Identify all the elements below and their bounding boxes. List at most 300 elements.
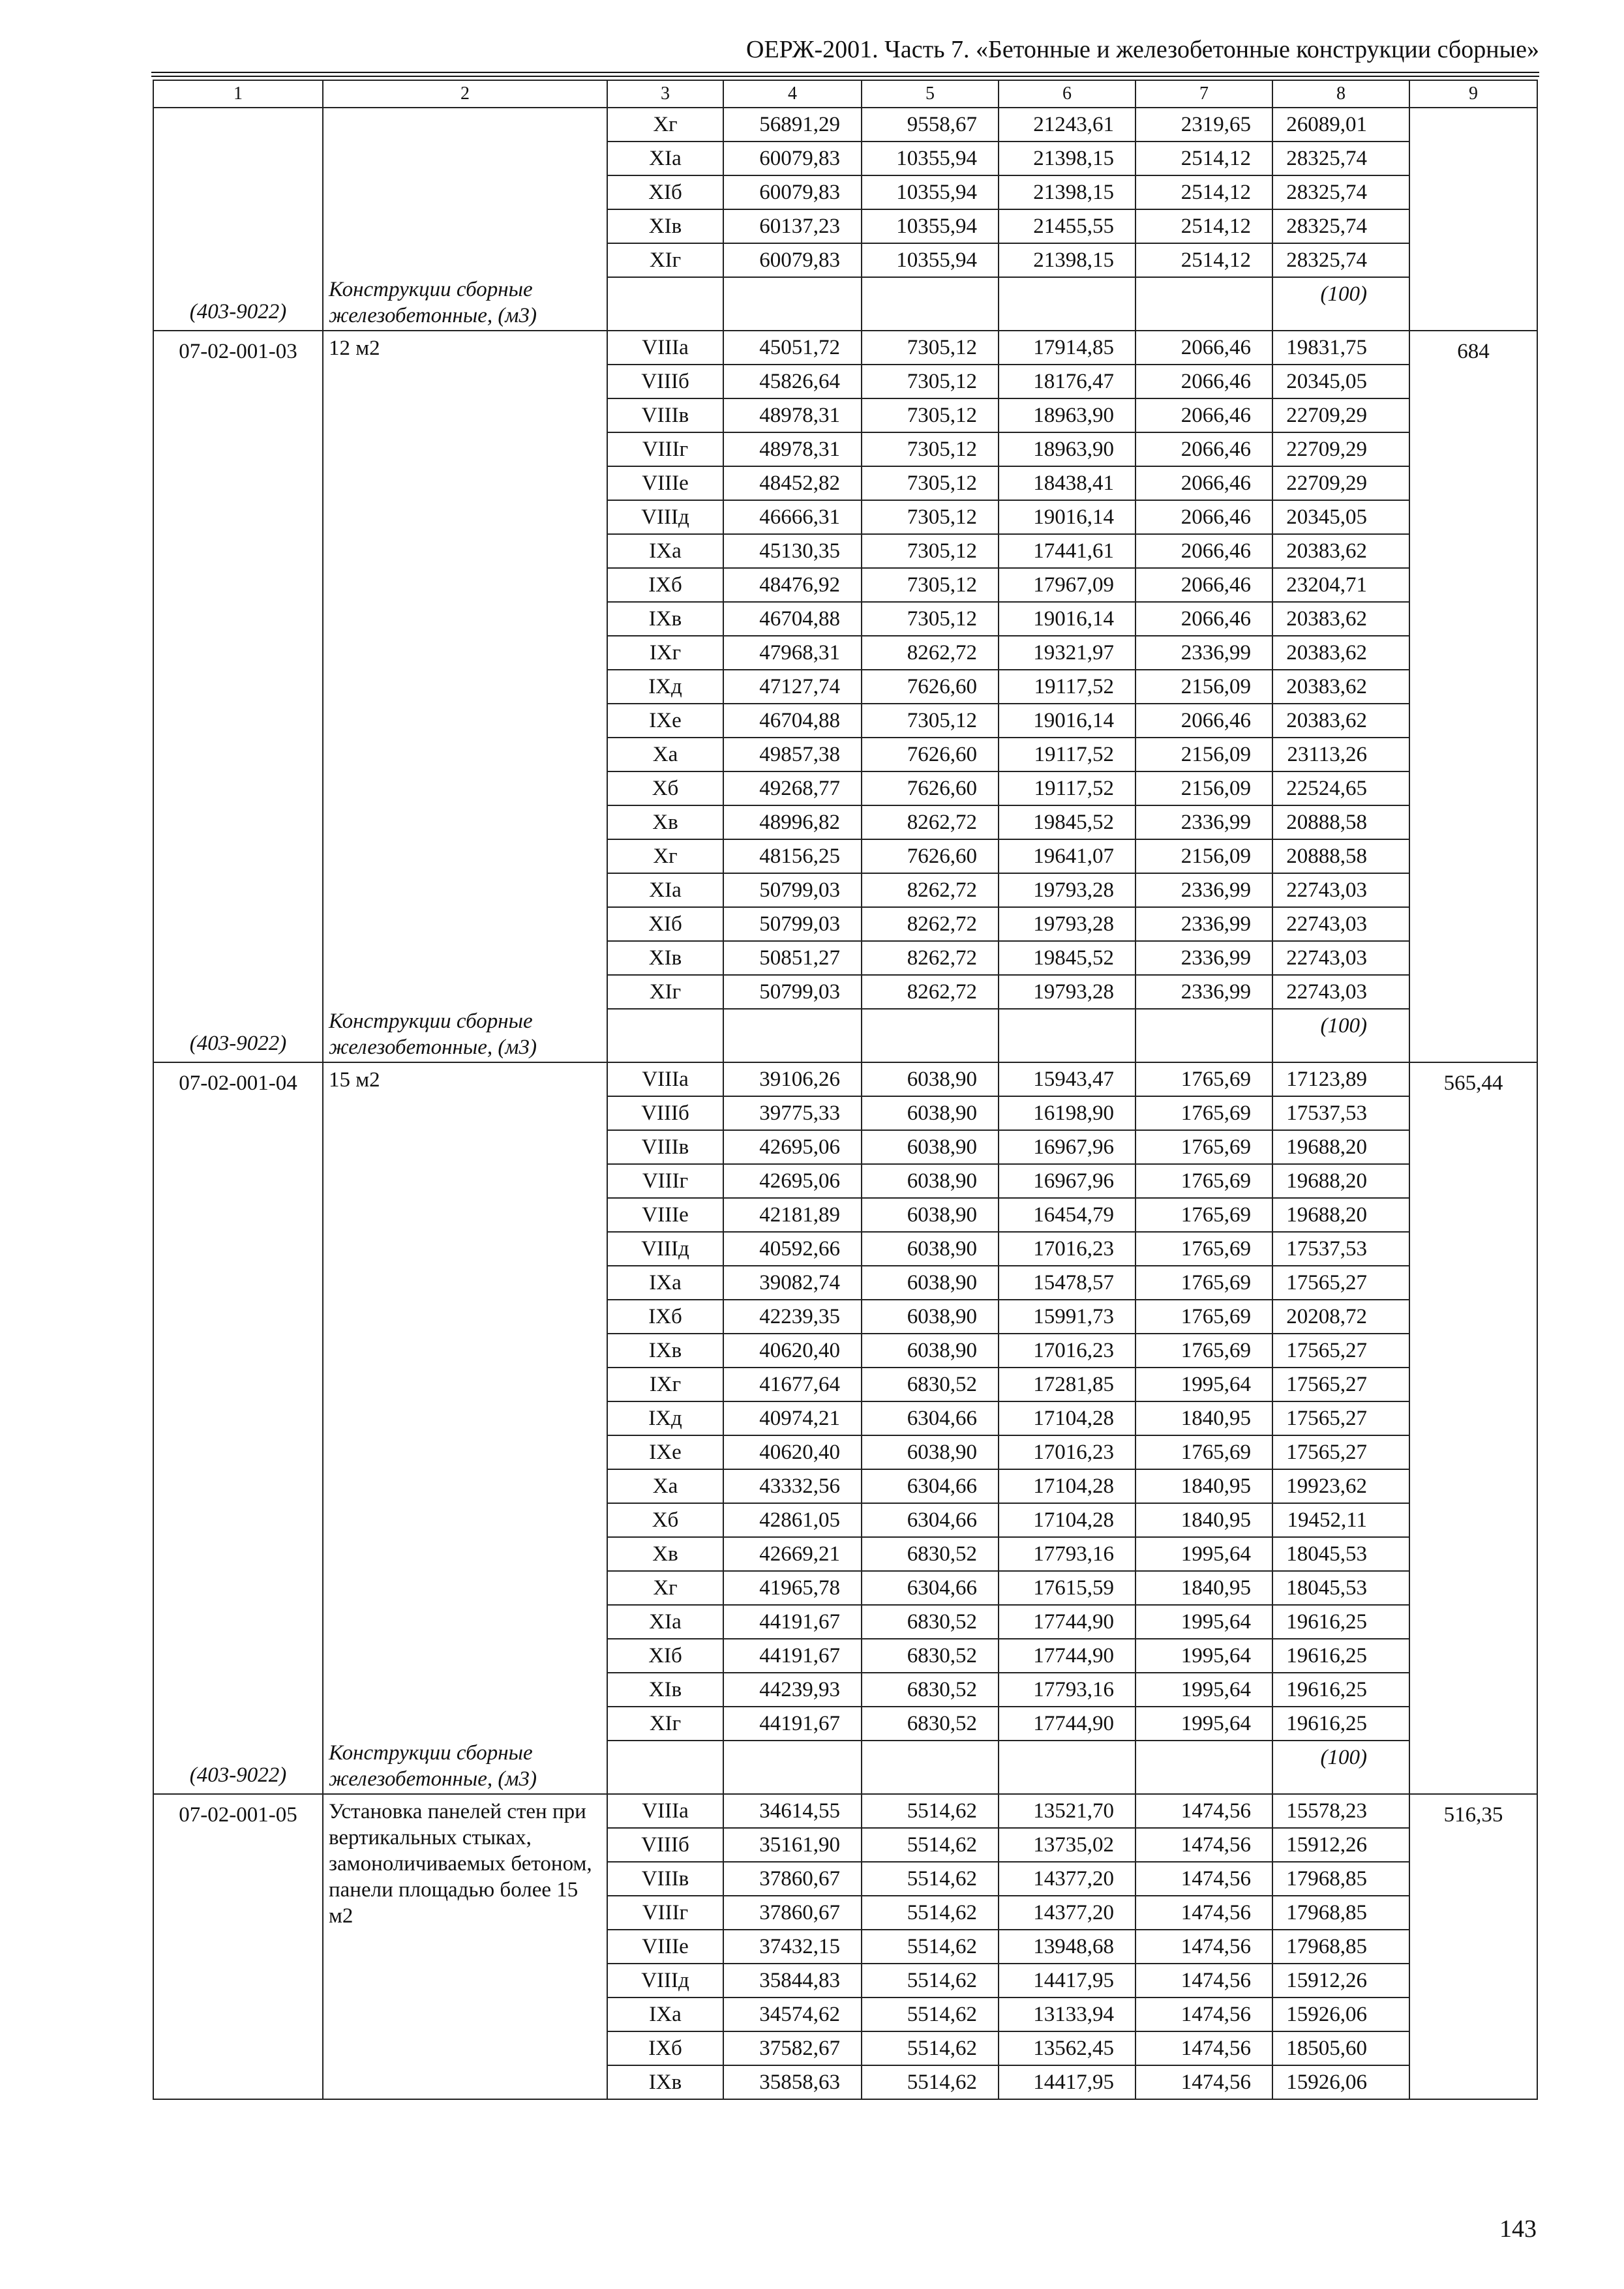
direct-cost-cell: 44191,67 [723,1605,862,1639]
rates-table [153,80,1538,2100]
direct-cost-cell: 44191,67 [723,1707,862,1741]
materials-cost-cell: 15912,26 [1272,1964,1409,1997]
materials-cost-cell: 20383,62 [1272,670,1409,704]
materials-cost-cell: 22743,03 [1272,941,1409,975]
operator-wage-cell: 2336,99 [1135,941,1272,975]
operator-wage-cell: 2066,46 [1135,365,1272,398]
index-value-cell: 565,44 [1409,1062,1537,1794]
zone-cell: XIв [607,941,723,975]
machine-cost-cell: 17104,28 [999,1503,1135,1537]
direct-cost-cell: 41965,78 [723,1571,862,1605]
labor-cost-cell: 6830,52 [862,1537,999,1571]
table-body [153,80,1537,2099]
machine-cost-cell: 17793,16 [999,1673,1135,1707]
materials-cost-cell: 19688,20 [1272,1130,1409,1164]
zone-cell: VIIIб [607,1828,723,1862]
materials-cost-cell: 19831,75 [1272,331,1409,365]
direct-cost-cell: 40620,40 [723,1435,862,1469]
machine-cost-cell: 21455,55 [999,209,1135,243]
column-number-5: 5 [862,80,999,108]
operator-wage-cell: 1765,69 [1135,1232,1272,1266]
direct-cost-cell: 40974,21 [723,1401,862,1435]
machine-cost-cell: 13948,68 [999,1930,1135,1964]
labor-cost-cell: 6304,66 [862,1571,999,1605]
labor-cost-cell: 5514,62 [862,1794,999,1828]
column-number-7: 7 [1135,80,1272,108]
labor-cost-cell: 6830,52 [862,1368,999,1401]
machine-cost-cell: 19016,14 [999,500,1135,534]
machine-cost-cell: 19845,52 [999,805,1135,839]
materials-cost-cell: 15912,26 [1272,1828,1409,1862]
operator-wage-cell: 1995,64 [1135,1605,1272,1639]
operator-wage-cell: 1474,56 [1135,2065,1272,2099]
materials-cost-cell: 15926,06 [1272,2065,1409,2099]
machine-cost-cell: 19016,14 [999,704,1135,738]
materials-cost-cell: 20208,72 [1272,1300,1409,1334]
machine-cost-cell: 17967,09 [999,568,1135,602]
materials-cost-cell: 19616,25 [1272,1639,1409,1673]
operator-wage-cell: 1765,69 [1135,1198,1272,1232]
materials-cost-cell: 20888,58 [1272,839,1409,873]
materials-cost-cell: 26089,01 [1272,108,1409,142]
operator-wage-cell: 1840,95 [1135,1469,1272,1503]
operator-wage-cell: 1995,64 [1135,1368,1272,1401]
zone-cell: XIг [607,243,723,277]
direct-cost-cell: 50799,03 [723,975,862,1009]
zone-cell: VIIIe [607,1198,723,1232]
labor-cost-cell: 6830,52 [862,1707,999,1741]
labor-cost-cell: 8262,72 [862,636,999,670]
zone-cell: IXв [607,2065,723,2099]
table-row [153,108,1537,142]
labor-cost-cell: 5514,62 [862,2065,999,2099]
direct-cost-cell: 49857,38 [723,738,862,771]
zone-cell: IXa [607,1997,723,2031]
direct-cost-cell: 48452,82 [723,466,862,500]
materials-cost-cell: 22743,03 [1272,907,1409,941]
direct-cost-cell: 42861,05 [723,1503,862,1537]
column-number-8: 8 [1272,80,1409,108]
resource-quantity: (100) [1272,1009,1409,1062]
labor-cost-cell: 7305,12 [862,568,999,602]
zone-cell: IXд [607,670,723,704]
empty-cell [607,1009,723,1062]
direct-cost-cell: 45826,64 [723,365,862,398]
labor-cost-cell: 5514,62 [862,2031,999,2065]
labor-cost-cell: 8262,72 [862,805,999,839]
direct-cost-cell: 45051,72 [723,331,862,365]
materials-cost-cell: 23204,71 [1272,568,1409,602]
labor-cost-cell: 8262,72 [862,907,999,941]
materials-cost-cell: 20383,62 [1272,636,1409,670]
direct-cost-cell: 48156,25 [723,839,862,873]
direct-cost-cell: 47127,74 [723,670,862,704]
index-value-cell: 516,35 [1409,1794,1537,2099]
machine-cost-cell: 16967,96 [999,1130,1135,1164]
materials-cost-cell: 20383,62 [1272,704,1409,738]
direct-cost-cell: 35844,83 [723,1964,862,1997]
direct-cost-cell: 46666,31 [723,500,862,534]
machine-cost-cell: 17793,16 [999,1537,1135,1571]
empty-cell [999,1009,1135,1062]
labor-cost-cell: 7305,12 [862,365,999,398]
table-row [153,1062,1537,1096]
direct-cost-cell: 48978,31 [723,398,862,432]
empty-cell [723,1741,862,1794]
machine-cost-cell: 14417,95 [999,2065,1135,2099]
direct-cost-cell: 39106,26 [723,1062,862,1096]
materials-cost-cell: 17565,27 [1272,1401,1409,1435]
direct-cost-cell: 46704,88 [723,704,862,738]
operator-wage-cell: 1995,64 [1135,1537,1272,1571]
labor-cost-cell: 8262,72 [862,873,999,907]
direct-cost-cell: 39082,74 [723,1266,862,1300]
materials-cost-cell: 23113,26 [1272,738,1409,771]
materials-cost-cell: 19923,62 [1272,1469,1409,1503]
zone-cell: Xв [607,1537,723,1571]
operator-wage-cell: 2336,99 [1135,805,1272,839]
materials-cost-cell: 20383,62 [1272,602,1409,636]
operator-wage-cell: 2156,09 [1135,771,1272,805]
rate-code: 07-02-001-03 [179,340,297,363]
zone-cell: Xб [607,771,723,805]
zone-cell: VIIIд [607,500,723,534]
machine-cost-cell: 18438,41 [999,466,1135,500]
operator-wage-cell: 1765,69 [1135,1435,1272,1469]
labor-cost-cell: 6830,52 [862,1605,999,1639]
direct-cost-cell: 56891,29 [723,108,862,142]
materials-cost-cell: 20345,05 [1272,500,1409,534]
labor-cost-cell: 6038,90 [862,1232,999,1266]
labor-cost-cell: 10355,94 [862,175,999,209]
machine-cost-cell: 21243,61 [999,108,1135,142]
machine-cost-cell: 19117,52 [999,670,1135,704]
zone-cell: IXг [607,636,723,670]
operator-wage-cell: 2066,46 [1135,500,1272,534]
direct-cost-cell: 34574,62 [723,1997,862,2031]
direct-cost-cell: 50799,03 [723,907,862,941]
zone-cell: Xг [607,1571,723,1605]
labor-cost-cell: 6038,90 [862,1130,999,1164]
materials-cost-cell: 17537,53 [1272,1096,1409,1130]
direct-cost-cell: 42239,35 [723,1300,862,1334]
zone-cell: IXa [607,1266,723,1300]
operator-wage-cell: 2066,46 [1135,398,1272,432]
materials-cost-cell: 19688,20 [1272,1164,1409,1198]
direct-cost-cell: 40620,40 [723,1334,862,1368]
direct-cost-cell: 60079,83 [723,243,862,277]
labor-cost-cell: 6038,90 [862,1198,999,1232]
machine-cost-cell: 19117,52 [999,738,1135,771]
materials-cost-cell: 17968,85 [1272,1930,1409,1964]
zone-cell: VIIIг [607,1164,723,1198]
machine-cost-cell: 17104,28 [999,1469,1135,1503]
operator-wage-cell: 2336,99 [1135,975,1272,1009]
direct-cost-cell: 42669,21 [723,1537,862,1571]
materials-cost-cell: 17565,27 [1272,1435,1409,1469]
resource-code: (403-9022) [189,1763,287,1787]
labor-cost-cell: 7305,12 [862,534,999,568]
zone-cell: VIIIд [607,1964,723,1997]
operator-wage-cell: 2066,46 [1135,534,1272,568]
materials-cost-cell: 22709,29 [1272,466,1409,500]
operator-wage-cell: 2336,99 [1135,636,1272,670]
operator-wage-cell: 1474,56 [1135,1828,1272,1862]
direct-cost-cell: 42181,89 [723,1198,862,1232]
direct-cost-cell: 60079,83 [723,175,862,209]
materials-cost-cell: 28325,74 [1272,142,1409,175]
empty-cell [1135,1009,1272,1062]
machine-cost-cell: 19117,52 [999,771,1135,805]
zone-cell: IXб [607,1300,723,1334]
operator-wage-cell: 1840,95 [1135,1503,1272,1537]
machine-cost-cell: 17016,23 [999,1334,1135,1368]
machine-cost-cell: 18963,90 [999,398,1135,432]
materials-cost-cell: 18505,60 [1272,2031,1409,2065]
operator-wage-cell: 2514,12 [1135,142,1272,175]
operator-wage-cell: 2336,99 [1135,873,1272,907]
empty-cell [999,1741,1135,1794]
zone-cell: VIIIб [607,1096,723,1130]
column-number-3: 3 [607,80,723,108]
materials-cost-cell: 22743,03 [1272,975,1409,1009]
direct-cost-cell: 48978,31 [723,432,862,466]
machine-cost-cell: 16967,96 [999,1164,1135,1198]
machine-cost-cell: 17016,23 [999,1435,1135,1469]
operator-wage-cell: 1765,69 [1135,1164,1272,1198]
zone-cell: XIв [607,209,723,243]
direct-cost-cell: 48476,92 [723,568,862,602]
labor-cost-cell: 6304,66 [862,1469,999,1503]
materials-cost-cell: 20888,58 [1272,805,1409,839]
direct-cost-cell: 44239,93 [723,1673,862,1707]
empty-cell [607,1741,723,1794]
labor-cost-cell: 7626,60 [862,738,999,771]
machine-cost-cell: 15943,47 [999,1062,1135,1096]
materials-cost-cell: 17537,53 [1272,1232,1409,1266]
labor-cost-cell: 5514,62 [862,1930,999,1964]
materials-cost-cell: 19616,25 [1272,1707,1409,1741]
column-number-1: 1 [153,80,323,108]
machine-cost-cell: 13521,70 [999,1794,1135,1828]
materials-cost-cell: 17123,89 [1272,1062,1409,1096]
machine-cost-cell: 17744,90 [999,1605,1135,1639]
zone-cell: XIб [607,175,723,209]
zone-cell: IXв [607,602,723,636]
zone-cell: VIIIa [607,331,723,365]
labor-cost-cell: 6038,90 [862,1266,999,1300]
zone-cell: VIIIг [607,1896,723,1930]
operator-wage-cell: 2066,46 [1135,602,1272,636]
empty-cell [607,277,723,331]
operator-wage-cell: 1474,56 [1135,1862,1272,1896]
materials-cost-cell: 19616,25 [1272,1673,1409,1707]
rate-code-cell [153,108,323,331]
labor-cost-cell: 7305,12 [862,704,999,738]
operator-wage-cell: 2066,46 [1135,568,1272,602]
labor-cost-cell: 6038,90 [862,1096,999,1130]
zone-cell: IXг [607,1368,723,1401]
operator-wage-cell: 1765,69 [1135,1096,1272,1130]
machine-cost-cell: 19321,97 [999,636,1135,670]
zone-cell: Xa [607,1469,723,1503]
materials-cost-cell: 15578,23 [1272,1794,1409,1828]
operator-wage-cell: 1474,56 [1135,2031,1272,2065]
direct-cost-cell: 37860,67 [723,1896,862,1930]
page-number: 143 [1499,2215,1537,2243]
zone-cell: Xв [607,805,723,839]
column-number-6: 6 [999,80,1135,108]
table-row [153,331,1537,365]
zone-cell: IXe [607,704,723,738]
labor-cost-cell: 10355,94 [862,142,999,175]
direct-cost-cell: 41677,64 [723,1368,862,1401]
column-number-9: 9 [1409,80,1537,108]
materials-cost-cell: 28325,74 [1272,175,1409,209]
zone-cell: Xг [607,839,723,873]
zone-cell: VIIIa [607,1062,723,1096]
direct-cost-cell: 35858,63 [723,2065,862,2099]
operator-wage-cell: 2336,99 [1135,907,1272,941]
materials-cost-cell: 20383,62 [1272,534,1409,568]
materials-cost-cell: 22524,65 [1272,771,1409,805]
direct-cost-cell: 60137,23 [723,209,862,243]
labor-cost-cell: 5514,62 [862,1896,999,1930]
direct-cost-cell: 47968,31 [723,636,862,670]
operator-wage-cell: 2156,09 [1135,670,1272,704]
labor-cost-cell: 6830,52 [862,1639,999,1673]
direct-cost-cell: 50851,27 [723,941,862,975]
header-rule [151,72,1539,73]
machine-cost-cell: 13735,02 [999,1828,1135,1862]
machine-cost-cell: 15991,73 [999,1300,1135,1334]
materials-cost-cell: 22709,29 [1272,398,1409,432]
zone-cell: IXд [607,1401,723,1435]
machine-cost-cell: 19793,28 [999,873,1135,907]
machine-cost-cell: 21398,15 [999,243,1135,277]
direct-cost-cell: 37582,67 [723,2031,862,2065]
rate-description-cell [323,1794,607,2099]
zone-cell: VIIIe [607,466,723,500]
zone-cell: XIб [607,1639,723,1673]
direct-cost-cell: 37432,15 [723,1930,862,1964]
operator-wage-cell: 1765,69 [1135,1334,1272,1368]
rate-description-cell [323,108,607,331]
labor-cost-cell: 10355,94 [862,243,999,277]
operator-wage-cell: 2514,12 [1135,175,1272,209]
materials-cost-cell: 28325,74 [1272,209,1409,243]
materials-cost-cell: 22743,03 [1272,873,1409,907]
zone-cell: XIв [607,1673,723,1707]
running-header: ОЕРЖ-2001. Часть 7. «Бетонные и железобетонные конструкции сборные» [746,36,1539,63]
machine-cost-cell: 14377,20 [999,1896,1135,1930]
zone-cell: XIг [607,1707,723,1741]
labor-cost-cell: 5514,62 [862,1862,999,1896]
index-value-cell: 684 [1409,331,1537,1062]
machine-cost-cell: 19016,14 [999,602,1135,636]
direct-cost-cell: 37860,67 [723,1862,862,1896]
labor-cost-cell: 8262,72 [862,941,999,975]
zone-cell: IXa [607,534,723,568]
operator-wage-cell: 2066,46 [1135,466,1272,500]
machine-cost-cell: 13133,94 [999,1997,1135,2031]
zone-cell: IXв [607,1334,723,1368]
zone-cell: VIIIб [607,365,723,398]
labor-cost-cell: 7305,12 [862,602,999,636]
operator-wage-cell: 1995,64 [1135,1673,1272,1707]
operator-wage-cell: 1474,56 [1135,1930,1272,1964]
operator-wage-cell: 1995,64 [1135,1639,1272,1673]
rate-code: 07-02-001-04 [179,1071,297,1095]
empty-cell [999,277,1135,331]
resource-code: (403-9022) [189,1032,287,1055]
machine-cost-cell: 21398,15 [999,175,1135,209]
zone-cell: Xб [607,1503,723,1537]
column-number-row [153,80,1537,108]
rate-description-cell [323,1062,607,1794]
materials-cost-cell: 17968,85 [1272,1862,1409,1896]
operator-wage-cell: 1840,95 [1135,1571,1272,1605]
materials-cost-cell: 19688,20 [1272,1198,1409,1232]
materials-cost-cell: 15926,06 [1272,1997,1409,2031]
operator-wage-cell: 1474,56 [1135,1794,1272,1828]
direct-cost-cell: 46704,88 [723,602,862,636]
operator-wage-cell: 1765,69 [1135,1266,1272,1300]
direct-cost-cell: 35161,90 [723,1828,862,1862]
labor-cost-cell: 7305,12 [862,466,999,500]
labor-cost-cell: 6038,90 [862,1300,999,1334]
resource-quantity: (100) [1272,277,1409,331]
zone-cell: XIa [607,142,723,175]
labor-cost-cell: 6038,90 [862,1334,999,1368]
index-value-cell [1409,108,1537,331]
machine-cost-cell: 19845,52 [999,941,1135,975]
operator-wage-cell: 1474,56 [1135,1896,1272,1930]
operator-wage-cell: 1995,64 [1135,1707,1272,1741]
labor-cost-cell: 7626,60 [862,771,999,805]
labor-cost-cell: 5514,62 [862,1964,999,1997]
machine-cost-cell: 13562,45 [999,2031,1135,2065]
resource-code: (403-9022) [189,300,287,323]
labor-cost-cell: 7626,60 [862,839,999,873]
machine-cost-cell: 21398,15 [999,142,1135,175]
labor-cost-cell: 6038,90 [862,1164,999,1198]
labor-cost-cell: 6038,90 [862,1062,999,1096]
column-number-2: 2 [323,80,607,108]
resource-quantity: (100) [1272,1741,1409,1794]
materials-cost-cell: 19616,25 [1272,1605,1409,1639]
machine-cost-cell: 18963,90 [999,432,1135,466]
materials-cost-cell: 18045,53 [1272,1571,1409,1605]
operator-wage-cell: 2514,12 [1135,243,1272,277]
materials-cost-cell: 19452,11 [1272,1503,1409,1537]
machine-cost-cell: 17744,90 [999,1639,1135,1673]
materials-cost-cell: 28325,74 [1272,243,1409,277]
rate-description: Установка панелей стен при вертикальных стыках, замоноличиваемых бетоном, панели площадью более 15 м2 [329,1800,592,1928]
zone-cell: VIIIв [607,398,723,432]
operator-wage-cell: 2156,09 [1135,839,1272,873]
machine-cost-cell: 19793,28 [999,975,1135,1009]
labor-cost-cell: 7305,12 [862,331,999,365]
materials-cost-cell: 17968,85 [1272,1896,1409,1930]
machine-cost-cell: 16454,79 [999,1198,1135,1232]
rate-code-cell [153,331,323,1062]
zone-cell: Xг [607,108,723,142]
empty-cell [723,277,862,331]
direct-cost-cell: 49268,77 [723,771,862,805]
zone-cell: VIIIв [607,1130,723,1164]
labor-cost-cell: 5514,62 [862,1997,999,2031]
